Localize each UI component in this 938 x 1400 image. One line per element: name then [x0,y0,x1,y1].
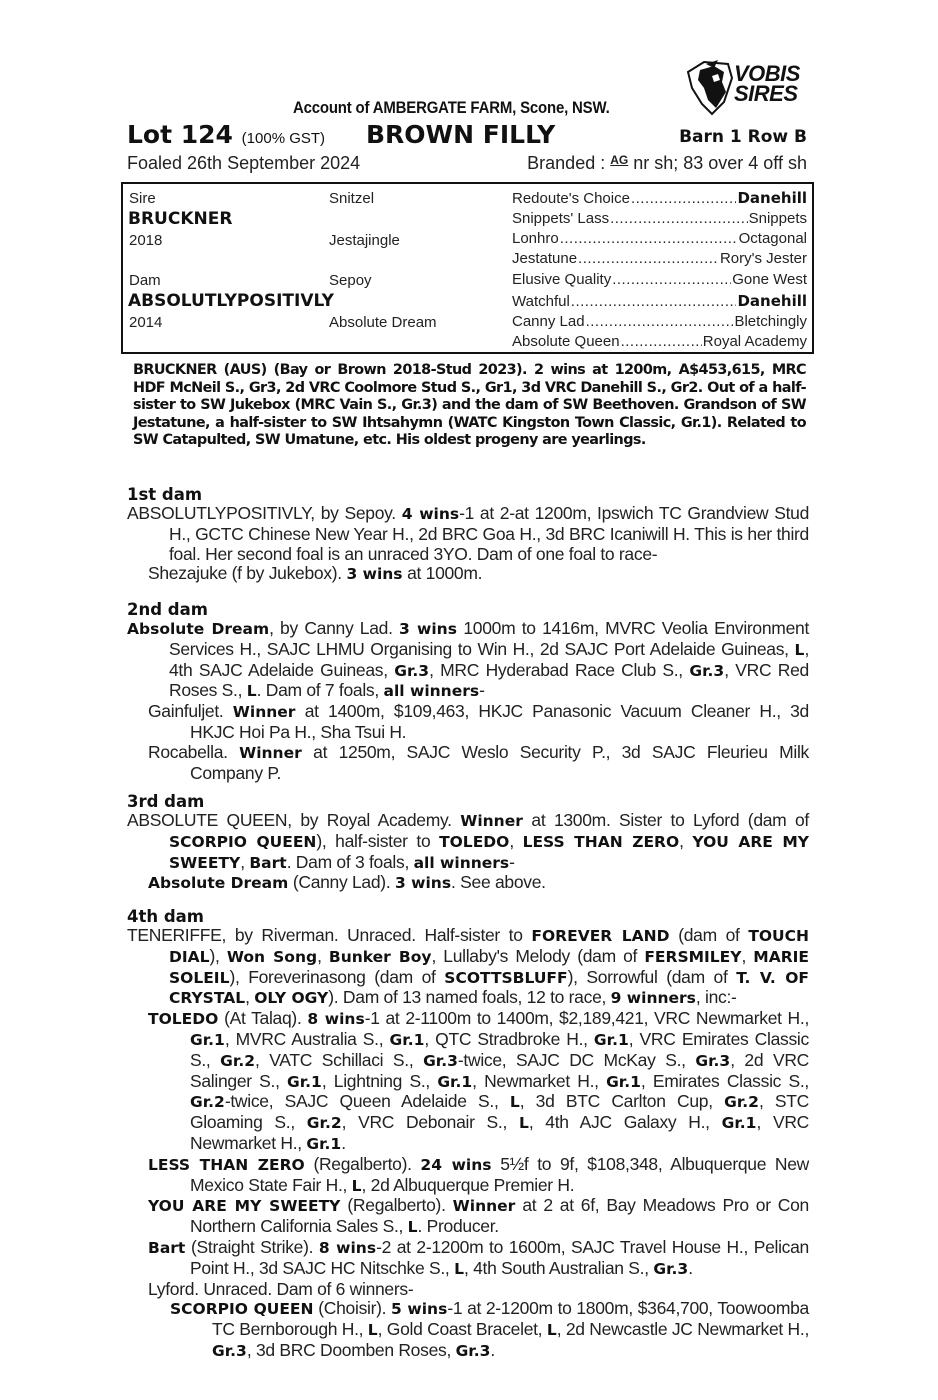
brand-description: nr sh; 83 over 4 off sh [628,153,807,173]
fourth-dam-record: TENERIFFE, by Riverman. Unraced. Half-sister to FOREVER LAND (dam of TOUCH DIAL), Won Song, Bunker Boy, Lullaby's Melody (dam of FERSMILEY, MARIE SOLEIL), Foreverinasong (dam of SCOTTSBLUFF), Sorrowful (dam of T. V. OF CRYSTAL, OLY OGY). Dam of 13 named foals, 12 to race, 9 winners, inc:- [127,925,810,1008]
grandparent-row [512,271,807,291]
grandparent-row [512,230,807,250]
branding [507,153,807,174]
first-dam-section [127,485,809,585]
gp-right: Bletchingly [734,313,807,330]
gp-right: Gone West [732,271,807,288]
progeny-entry-you-are-my-sweety: YOU ARE MY SWEETY (Regalberto). Winner at 2 at 6f, Bay Meadows Pro or Con Northern California Sales S., L. Producer. [148,1195,809,1237]
progeny-entry: Absolute Dream (Canny Lad). 3 wins. See above. [148,872,546,893]
progeny-entry-less-than-zero: LESS THAN ZERO (Regalberto). 24 wins 5½f to 9f, $108,348, Albuquerque New Mexico State Fair H., L, 2d Albuquerque Premier H. [148,1153,810,1195]
gp-left: Watchful [512,293,570,310]
sire-name: BRUCKNER [128,209,233,229]
dam-dam: Absolute Dream [329,314,437,331]
first-dam-heading: 1st dam [127,485,203,504]
fourth-dam-section [127,907,809,1362]
dam-year: 2014 [129,314,163,331]
sire-note: BRUCKNER (AUS) (Bay or Brown 2018-Stud 2023). 2 wins at 1200m, A$453,615, MRC HDF McNeil S., Gr3, 2d VRC Coolmore Stud S., Gr1, 3d VRC Danehill S., Gr2. Out of a half-sister to SW Jukebox (MRC Vain S., Gr.3) and the dam of SW Beethoven. Grandson of SW Jestatune, a half-sister to SW Ihtsahymn (WATC Kingston Town Classic, Gr.1). Related to SW Catapulted, SW Umatune, etc. His oldest progeny are yearlings. [133,362,806,448]
gp-right: Royal Academy [702,333,807,350]
dam-label: Dam [129,272,161,289]
leader-dots [578,250,719,267]
gp-right: Danehill [737,292,807,310]
fourth-dam-heading: 4th dam [127,907,204,926]
second-dam-section [127,600,809,783]
lot-row [127,120,807,150]
sire-dam: Jestajingle [329,232,400,249]
gp-left: Lonhro [512,230,559,247]
account-text: Account of AMBERGATE FARM, Scone, NSW. [292,98,610,117]
dam-name: ABSOLUTLYPOSITIVLY [128,291,334,311]
gp-right: Octagonal [738,230,807,247]
progeny-entry-bart: Bart (Straight Strike). 8 wins-2 at 2-1200m to 1600m, SAJC Travel House H., Pelican Point H., 3d SAJC HC Nitschke S., L, 4th South Australian S., Gr.3. [148,1236,809,1278]
third-dam-heading: 3rd dam [127,792,205,811]
gp-left: Snippets' Lass [512,210,610,227]
leader-dots [621,333,702,350]
gp-left: Canny Lad [512,313,585,330]
logo-line-2: SIRES [734,81,798,106]
gst-note: (100% GST) [241,130,326,147]
horse-description: BROWN FILLY [366,120,556,149]
first-dam-record: ABSOLUTLYPOSITIVLY, by Sepoy. 4 wins-1 at 2-at 1200m, Ipswich TC Grandview Stud H., GCTC Chinese New Year H., 2d BRC Goa H., 3d BRC Icaniwill H. This is her third foal. Her second foal is an unraced 3YO. Dam of one foal to race- [127,503,810,564]
lot-label: Lot 124 [127,120,233,149]
progeny-entry-scorpio-queen: SCORPIO QUEEN (Choisir). 5 wins-1 at 2-1200m to 1800m, $364,700, Toowoomba TC Bernborough H., L, Gold Coast Bracelet, L, 2d Newcastle JC Newmarket H., Gr.3, 3d BRC Doomben Roses, Gr.3. [170,1298,810,1360]
grandparent-row [512,250,807,270]
dam-sire: Sepoy [329,272,372,289]
progeny-entry: Rocabella. Winner at 1250m, SAJC Weslo Security P., 3d SAJC Fleurieu Milk Company P. [148,741,809,783]
vendor-account [56,98,881,118]
second-dam-heading: 2nd dam [127,600,208,619]
logo-line-1: VOBIS [734,61,800,86]
leader-dots [586,313,734,330]
grandparent-row [512,189,807,209]
grandparent-row [512,313,807,333]
brand-mark: AG [610,153,629,167]
gp-right: Rory's Jester [719,250,807,267]
grandparent-row [512,210,807,230]
barn-location: Barn 1 Row B [679,127,807,147]
second-dam-record: Absolute Dream, by Canny Lad. 3 wins 1000m to 1416m, MVRC Veolia Environment Services H., SAJC LHMU Organising to Win H., 2d SAJC Port Adelaide Guineas, L, 4th SAJC Adelaide Guineas, Gr.3, MRC Hyderabad Race Club S., Gr.3, VRC Red Roses S., L. Dam of 7 foals, all winners- [127,618,810,701]
gp-left: Redoute's Choice [512,190,630,207]
third-dam-section [127,792,809,894]
leader-dots [631,190,737,207]
gp-left: Elusive Quality [512,271,612,288]
progeny-entry: Gainfuljet. Winner at 1400m, $109,463, HKJC Panasonic Vacuum Cleaner H., 3d HKJC Hoi Pa H., Sha Tsui H. [148,701,809,742]
third-dam-record: ABSOLUTE QUEEN, by Royal Academy. Winner at 1300m. Sister to Lyford (dam of SCORPIO QUEEN), half-sister to TOLEDO, LESS THAN ZERO, YOU ARE MY SWEETY, Bart. Dam of 3 foals, all winners- [127,810,810,872]
grandparent-row [512,292,807,312]
foaled-date: Foaled 26th September 2024 [127,153,361,173]
progeny-entry-lyford: Lyford. Unraced. Dam of 6 winners- [148,1278,414,1299]
progeny-entry-toledo: TOLEDO (At Talaq). 8 wins-1 at 2-1100m to 1400m, $2,189,421, VRC Newmarket H., Gr.1, MVRC Australia S., Gr.1, QTC Stradbroke H., Gr.1, VRC Emirates Classic S., Gr.2, VATC Schillaci S., Gr.3-twice, SAJC DC McKay S., Gr.3, 2d VRC Salinger S., Gr.1, Lightning S., Gr.1, Newmarket H., Gr.1, Emirates Classic S., Gr.2-twice, SAJC Queen Adelaide S., L, 3d BTC Carlton Cup, Gr.2, STC Gloaming S., Gr.2, VRC Debonair S., L, 4th AJC Galaxy H., Gr.1, VRC Newmarket H., Gr.1. [148,1008,810,1153]
leader-dots [571,293,737,310]
lot-number [127,120,325,149]
leader-dots [560,230,738,247]
leader-dots [610,210,748,227]
gp-right: Danehill [737,189,807,207]
sire-year: 2018 [129,232,163,249]
pedigree-table [121,182,814,354]
gp-right: Snippets [748,210,807,227]
gp-left: Jestatune [512,250,578,267]
branded-label: Branded : [527,153,611,173]
grandparent-row [512,333,807,353]
sire-label: Sire [129,190,156,207]
sire-sire: Snitzel [329,190,375,207]
progeny-entry: Shezajuke (f by Jukebox). 3 wins at 1000m. [148,563,483,584]
gp-left: Absolute Queen [512,333,620,350]
leader-dots [612,271,731,288]
